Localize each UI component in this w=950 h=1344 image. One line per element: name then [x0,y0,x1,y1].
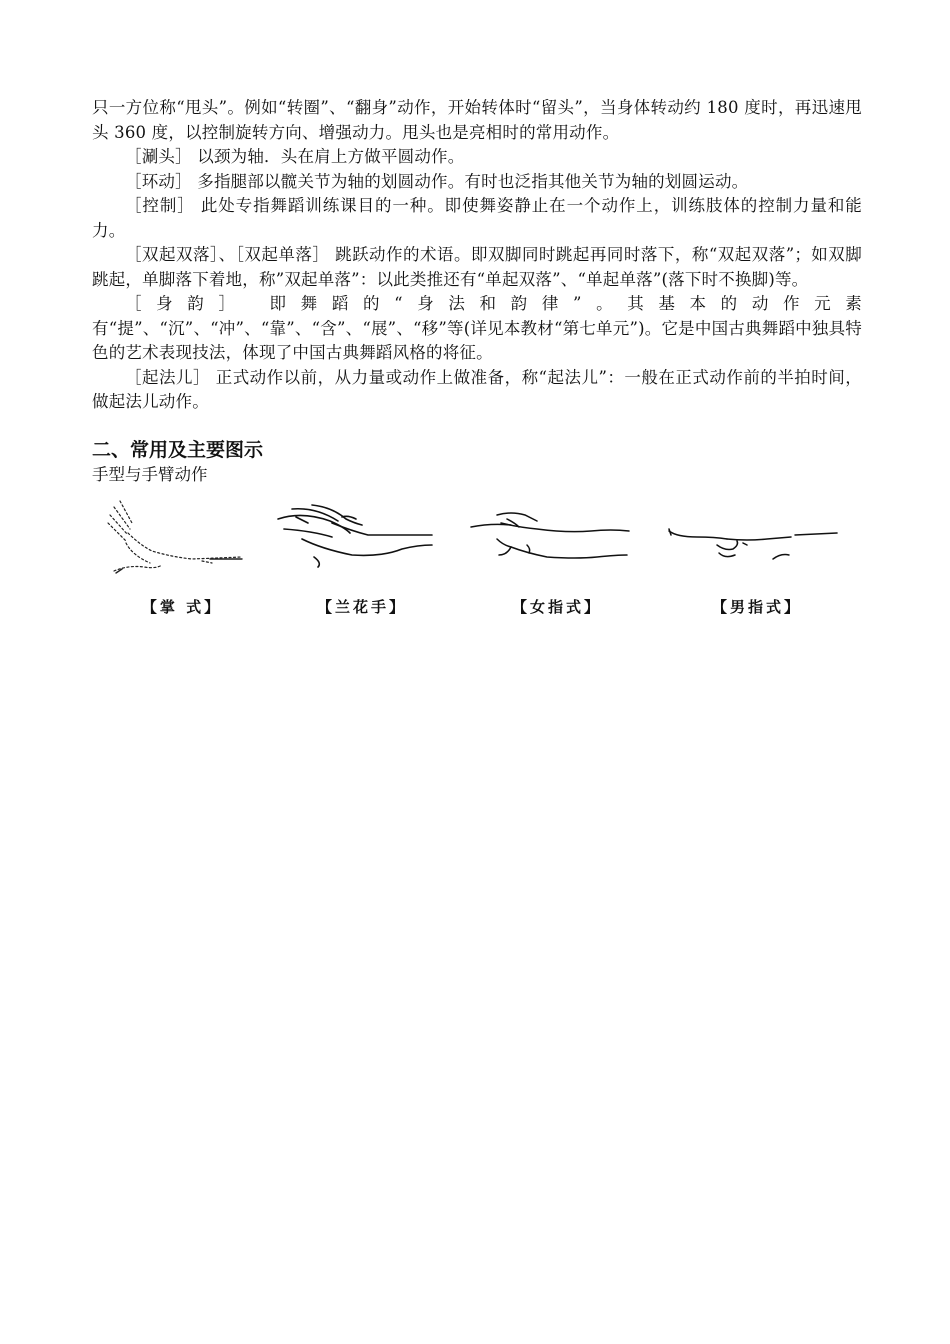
paragraph-shenyun: ［身韵］ 即舞蹈的“身法和韵律”。其基本的动作元素有“提”、“沉”、“冲”、“靠”、“含”、“展”、“移”等(详见本教材“第七单元”)。它是中国古典舞蹈中独具特色的艺术表现技法，体现了中国古典舞蹈风格的将征。 [92,294,862,362]
figure-palm [92,493,272,633]
female-finger-hand-drawing-icon [467,493,647,593]
paragraph-qifaer: ［起法儿］ 正式动作以前，从力量或动作上做准备，称“起法儿”：一般在正式动作前的半拍时间，做起法儿动作。 [92,367,862,411]
figure-caption-female-finger: 【女指式】 [511,597,602,616]
paragraph-huandong: ［环动］ 多指腿部以髋关节为轴的划圆动作。有时也泛指其他关节为轴的划圆运动。 [125,171,749,191]
paragraph-kongzhi: ［控制］ 此处专指舞蹈训练课目的一种。即使舞姿静止在一个动作上，训练肢体的控制力量和能力。 [92,196,862,240]
figure-caption-palm: 【掌 式】 [141,597,223,616]
paragraph-shuantou: ［涮头］ 以颈为轴．头在肩上方做平圆动作。 [125,147,465,166]
palm-hand-drawing-icon [92,493,272,593]
paragraph-continuation: 只一方位称“甩头”。例如“转圈”、“翻身”动作，开始转体时“留头”，当身体转动约 180 度时，再迅速甩头 360 度，以控制旋转方向、增强动力。甩头也是亮相时的常用动作。 [92,98,862,142]
document-page [92,96,862,633]
hand-figures-row [92,493,862,633]
figure-caption-orchid: 【兰花手】 [316,597,407,616]
figure-male-finger [667,493,847,633]
section-subheading: 手型与手臂动作 [92,464,208,484]
orchid-hand-drawing-icon [272,493,452,593]
figure-orchid [272,493,452,633]
section-heading: 二、常用及主要图示 [92,438,264,461]
figure-caption-male-finger: 【男指式】 [711,597,802,616]
paragraph-shuangqi: ［双起双落］、［双起单落］ 跳跃动作的术语。即双脚同时跳起再同时落下，称“双起双落”；如双脚跳起，单脚落下着地，称”双起单落”：以此类推还有“单起双落”、“单起单落”(落下时不换脚)等。 [92,245,862,289]
male-finger-hand-drawing-icon [667,493,847,593]
figure-female-finger [467,493,647,633]
